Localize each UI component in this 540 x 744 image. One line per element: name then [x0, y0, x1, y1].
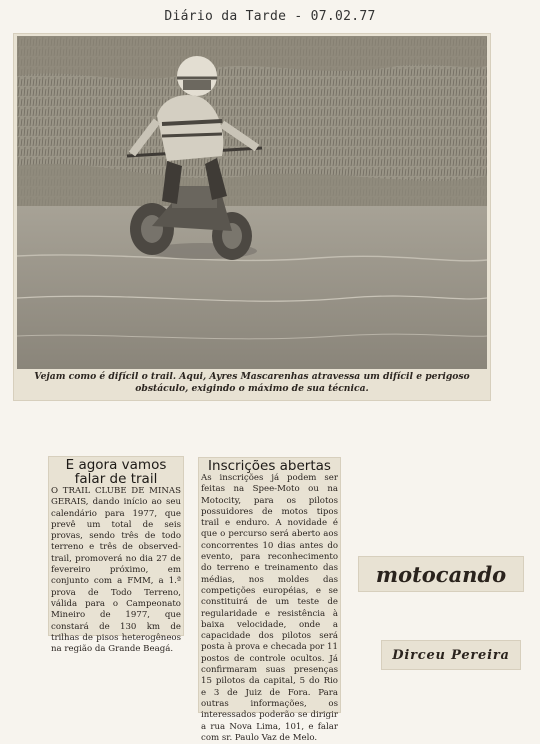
- article-inscricoes-clipping: [198, 457, 341, 743]
- column-name-clipping: motocando: [358, 556, 524, 592]
- motocross-photo: [17, 36, 487, 369]
- article-inscricoes-body: As inscrições já podem ser feitas na Spee-Moto ou na Motocity, para os pilotos possuidores de motos tipos trail e enduro. A novidade é que o percurso será aberto aos concorrentes 10 dias antes do evento, para reconhecimento do terreno e treinamento das médias, nos moldes das competições européias, e se constituirá de um teste de regularidade e resistência à baixa velocidade, onde a capacidade dos pilotos será posta à prova e checada por 11 postos de controle ocultos. Já confirmaram suas presenças 15 pilotos da capital, 5 do Rio e 3 de Juiz de Fora. Para outras informações, os interessados poderão se dirigir a rua Nova Lima, 101, e falar com sr. Paulo Vaz de Melo.: [201, 473, 338, 743]
- article-trail-clipping: [48, 456, 184, 655]
- trail-rider-image: [17, 36, 487, 369]
- author-clipping: Dirceu Pereira: [381, 640, 521, 670]
- photo-clipping: [13, 33, 491, 401]
- article-trail-body: O TRAIL CLUBE DE MINAS GERAIS, dando início ao seu calendário para 1977, que prevê um total de seis provas, sendo três de todo terreno e três de observed-trail, promoverá no dia 27 de fevereiro próximo, em conjunto com a FMM, a 1.ª prova de Todo Terreno, válida para o Campeonato Mineiro de 1977, que constará de 130 km de trilhas de pisos heterogêneos na região da Grande Beagá.: [51, 486, 181, 655]
- newspaper-header: Diário da Tarde - 07.02.77: [164, 9, 376, 24]
- article-inscricoes-title: Inscrições abertas: [208, 458, 331, 474]
- article-trail-title: E agora vamos falar de trail: [65, 457, 167, 487]
- photo-caption: Vejam como é difícil o trail. Aqui, Ayres Mascarenhas atravessa um difícil e perigoso obstáculo, exigindo o máximo de sua técnica.: [34, 371, 470, 394]
